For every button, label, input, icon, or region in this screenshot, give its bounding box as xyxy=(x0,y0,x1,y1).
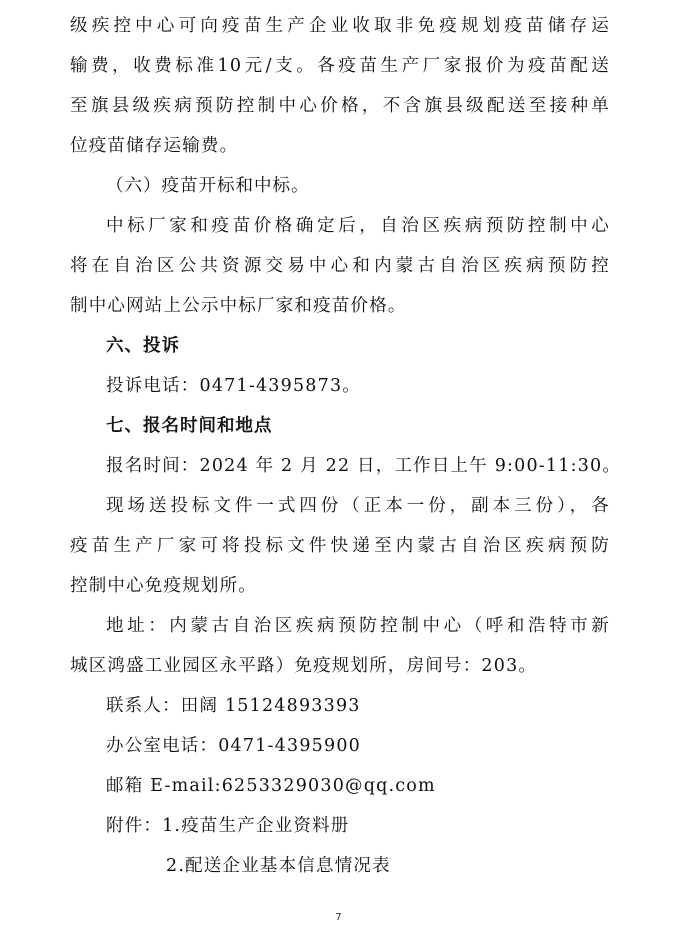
paragraph-line: 位疫苗储存运输费。 xyxy=(70,136,239,156)
attachment-line: 附件：1.疫苗生产企业资料册 xyxy=(106,816,350,836)
section-heading: 七、报名时间和地点 xyxy=(106,416,273,436)
office-phone: 办公室电话：0471-4395900 xyxy=(106,736,361,756)
paragraph-line: 级疾控中心可向疫苗生产企业收取非免疫规划疫苗储存运 xyxy=(70,16,610,36)
paragraph-line: 疫苗生产厂家可将投标文件快递至内蒙古自治区疾病预防 xyxy=(70,536,610,556)
section-heading: 六、投诉 xyxy=(106,336,180,356)
address-line: 城区鸿盛工业园区永平路）免疫规划所，房间号：203。 xyxy=(70,656,538,676)
paragraph-line: 输费，收费标准10元/支。各疫苗生产厂家报价为疫苗配送 xyxy=(70,56,610,76)
paragraph-line: 至旗县级疾病预防控制中心价格，不含旗县级配送至接种单 xyxy=(70,96,610,116)
paragraph-line: 中标厂家和疫苗价格确定后，自治区疾病预防控制中心 xyxy=(106,216,610,236)
paragraph-line: 制中心网站上公示中标厂家和疫苗价格。 xyxy=(70,296,407,316)
paragraph-line: 控制中心免疫规划所。 xyxy=(70,576,257,596)
page-number: 7 xyxy=(335,912,342,923)
contact-person: 联系人：田阔 15124893393 xyxy=(106,696,361,716)
attachment-line: 2.配送企业基本信息情况表 xyxy=(166,856,391,876)
section-subheading: （六）疫苗开标和中标。 xyxy=(106,176,310,196)
paragraph-line: 将在自治区公共资源交易中心和内蒙古自治区疾病预防控 xyxy=(70,256,610,276)
paragraph-line: 现场送投标文件一式四份（正本一份，副本三份），各 xyxy=(106,496,610,516)
address-line: 地址：内蒙古自治区疾病预防控制中心（呼和浩特市新 xyxy=(106,616,610,636)
email-line: 邮箱 E-mail:6253329030@qq.com xyxy=(106,776,436,796)
registration-time: 报名时间：2024 年 2 月 22 日，工作日上午 9:00-11:30。 xyxy=(106,456,622,476)
complaint-phone: 投诉电话：0471-4395873。 xyxy=(106,376,361,396)
